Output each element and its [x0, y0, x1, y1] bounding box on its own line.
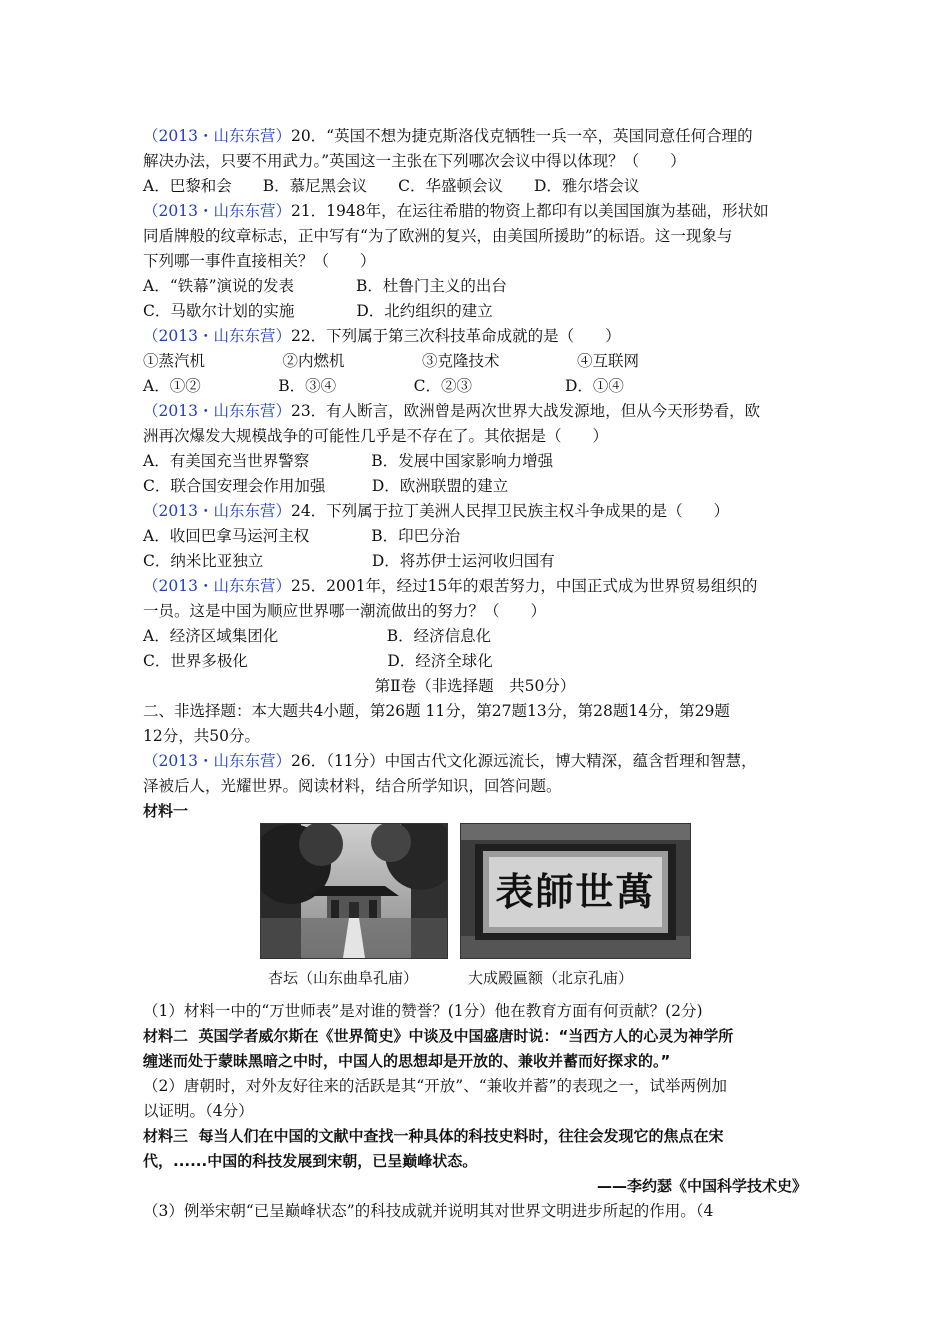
subquestion-2-line-1: （2）唐朝时，对外友好往来的活跃是其“开放”、“兼收并蓄”的表现之一，试举两例加 [143, 1077, 728, 1095]
question-25-line-2: 一员。这是中国为顺应世界哪一潮流做出的努力？（ ） [143, 602, 547, 620]
source-tag: （2013・山东东营） [143, 502, 291, 520]
question-22-options: A．①② B．③④ C．②③ D．①④ [143, 377, 624, 395]
subquestion-1: （1）材料一中的“万世师表”是对谁的赞誉？(1分）他在教育方面有何贡献？(2分) [143, 1002, 703, 1020]
source-tag: （2013・山东东营） [143, 127, 291, 145]
caption-right: 大成殿匾额（北京孔庙） [468, 969, 634, 987]
caption-left: 杏坛（山东曲阜孔庙） [268, 969, 419, 987]
question-24-line-1: （2013・山东东营）24．下列属于拉丁美洲人民捍卫民族主权斗争成果的是（ ） [143, 502, 730, 520]
question-22-line-1: （2013・山东东营）22．下列属于第三次科技革命成就的是（ ） [143, 327, 621, 345]
question-23-line-1: （2013・山东东营）23．有人断言，欧洲曾是两次世界大战发源地，但从今天形势看，欧 [143, 402, 761, 420]
material-2-line-2: 缠迷而处于蒙昧黑暗之中时，中国人的思想却是开放的、兼收并蓄而好探求的。” [143, 1052, 671, 1070]
material-3-line-2: 代，......中国的科技发展到宋朝，已呈巅峰状态。 [143, 1152, 478, 1170]
question-26-line-1: （2013・山东东营）26．（11分）中国古代文化源远流长，博大精深，蕴含哲理和智慧， [143, 752, 757, 770]
source-tag: （2013・山东东营） [143, 577, 291, 595]
question-22-items: ①蒸汽机 ②内燃机 ③克隆技术 ④互联网 [143, 352, 640, 370]
section-title: 第Ⅱ卷（非选择题 共50分） [374, 677, 576, 695]
section-instructions-line-2: 12分，共50分。 [143, 727, 260, 745]
question-25-options-ab: A．经济区域集团化 B．经济信息化 [143, 627, 492, 645]
plaque-photo [460, 823, 691, 959]
material-1-label: 材料一 [143, 802, 189, 820]
question-25-line-1: （2013・山东东营）25．2001年，经过15年的艰苦努力，中国正式成为世界贸易组织的 [143, 577, 758, 595]
question-23-line-2: 洲再次爆发大规模战争的可能性几乎是不存在了。其依据是（ ） [143, 427, 609, 445]
question-21-line-3: 下列哪一事件直接相关？（ ） [143, 252, 376, 270]
subquestion-3: （3）例举宋朝“已呈巅峰状态”的科技成就并说明其对世界文明进步所起的作用。（4 [143, 1202, 714, 1220]
material-3-line-1: 材料三 每当人们在中国的文献中查找一种具体的科技史料时，往往会发现它的焦点在宋 [143, 1127, 724, 1145]
question-24-options-ab: A．收回巴拿马运河主权 B．印巴分治 [143, 527, 461, 545]
material-2-line-1: 材料二 英国学者威尔斯在《世界简史》中谈及中国盛唐时说：“当西方人的心灵为神学所 [143, 1027, 734, 1045]
question-21-line-2: 同盾牌般的纹章标志，正中写有“为了欧洲的复兴，由美国所援助”的标语。这一现象与 [143, 227, 733, 245]
question-21-options-cd: C．马歇尔计划的实施 D．北约组织的建立 [143, 302, 493, 320]
material-3-attribution: ——李约瑟《中国科学技术史》 [596, 1177, 807, 1195]
source-tag: （2013・山东东营） [143, 752, 291, 770]
plaque-text: 萬世師表 [495, 869, 656, 914]
question-20-line-2: 解决办法，只要不用武力。”英国这一主张在下列哪次会议中得以体现？（ ） [143, 152, 686, 170]
source-tag: （2013・山东东营） [143, 327, 291, 345]
question-23-options-ab: A．有美国充当世界警察 B．发展中国家影响力增强 [143, 452, 554, 470]
question-23-options-cd: C．联合国安理会作用加强 D．欧洲联盟的建立 [143, 477, 509, 495]
source-tag: （2013・山东东营） [143, 202, 291, 220]
xingtan-photo-image [261, 824, 447, 958]
subquestion-2-line-2: 以证明。（4分） [143, 1102, 254, 1120]
question-20-options: A．巴黎和会 B．慕尼黑会议 C．华盛顿会议 D．雅尔塔会议 [143, 177, 640, 195]
question-24-options-cd: C．纳米比亚独立 D．将苏伊士运河收归国有 [143, 552, 555, 570]
question-20-line-1: （2013・山东东营）20．“英国不想为捷克斯洛伐克牺牲一兵一卒，英国同意任何合理的 [143, 127, 753, 145]
source-tag: （2013・山东东营） [143, 402, 291, 420]
question-21-line-1: （2013・山东东营）21．1948年，在运往希腊的物资上都印有以美国国旗为基础，形状如 [143, 202, 769, 220]
question-25-options-cd: C．世界多极化 D．经济全球化 [143, 652, 493, 670]
question-21-options-ab: A．“铁幕”演说的发表 B．杜鲁门主义的出台 [143, 277, 507, 295]
xingtan-photo [260, 823, 448, 959]
section-instructions-line-1: 二、非选择题：本大题共4小题，第26题 11分，第27题13分，第28题14分，第29题 [143, 702, 730, 720]
question-26-line-2: 泽被后人，光耀世界。阅读材料，结合所学知识，回答问题。 [143, 777, 562, 795]
